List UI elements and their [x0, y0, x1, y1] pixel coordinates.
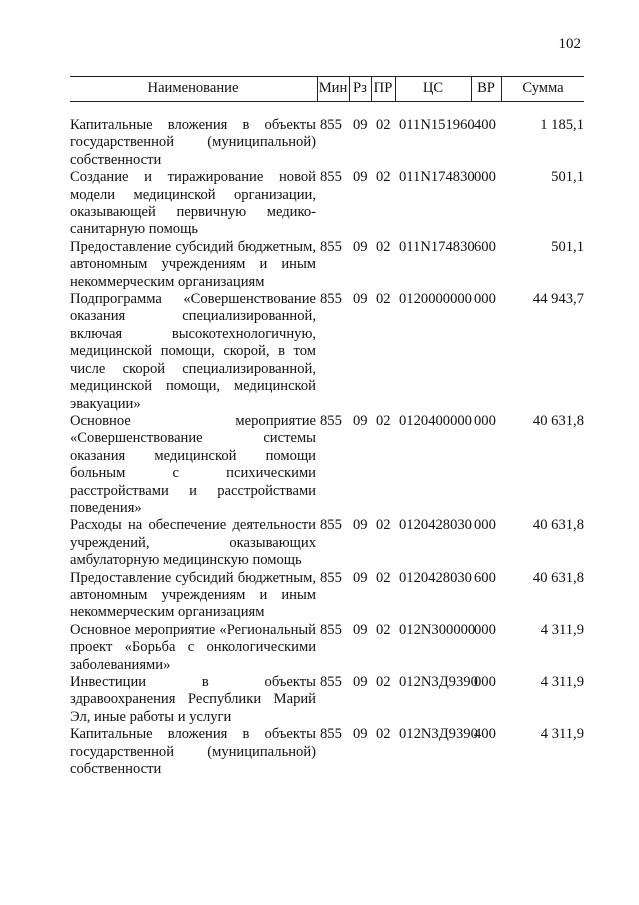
row-cs: 012N3Д9390: [399, 726, 478, 743]
row-name: Основное мероприятие «Совершенствование системы оказания медицинской помощи больным с психическими расстройствами и расстройствами поведения»: [70, 412, 316, 516]
row-rz: 09: [353, 412, 368, 429]
row-cs: 011N151960: [399, 117, 475, 133]
row-sum: 4 311,9: [540, 621, 584, 638]
row-rz: 09: [353, 674, 368, 690]
row-vr: 000: [474, 674, 496, 690]
row-min: 855: [320, 621, 342, 638]
row-vr: 000: [474, 517, 496, 534]
table-row: [70, 413, 584, 517]
row-pr: 02: [376, 621, 391, 638]
row-min: 855: [320, 674, 342, 690]
row-name: Предоставление субсидий бюджетным, автономным учреждениям и иным некоммерческим организациям: [70, 569, 316, 621]
row-min: 855: [320, 238, 342, 255]
row-cs: 012N300000: [399, 621, 476, 638]
header-vr: ВР: [477, 80, 495, 96]
row-rz: 09: [353, 621, 368, 638]
row-pr: 02: [376, 238, 391, 255]
row-cs: 012N3Д9390: [399, 674, 478, 690]
row-pr: 02: [376, 674, 391, 690]
row-rz: 09: [353, 169, 368, 186]
row-min: 855: [320, 517, 342, 534]
table-row: [70, 291, 584, 413]
header-rz: Рз: [353, 80, 367, 96]
row-min: 855: [320, 291, 342, 308]
row-cs: 011N174830: [399, 238, 475, 255]
row-vr: 400: [474, 117, 496, 133]
row-name: Подпрограмма «Совершенствование оказания специализированной, включая высокотехнологичную, медицинской помощи, скорой, в том числе скорой специализированной, медицинской помощи, медицинской эвакуации»: [70, 291, 316, 412]
row-cs: 0120428030: [399, 517, 472, 534]
table-body: [70, 117, 584, 778]
row-vr: 600: [474, 569, 496, 586]
row-rz: 09: [353, 238, 368, 255]
row-vr: 000: [474, 412, 496, 429]
row-sum: 4 311,9: [540, 674, 584, 690]
row-min: 855: [320, 726, 342, 743]
row-sum: 501,1: [551, 169, 584, 186]
row-min: 855: [320, 169, 342, 186]
table-row: [70, 570, 584, 622]
row-name: Основное мероприятие «Региональный проект «Борьба с онкологическими заболеваниями»: [70, 621, 316, 673]
row-vr: 400: [474, 726, 496, 743]
table-header: [70, 80, 584, 98]
row-pr: 02: [376, 517, 391, 534]
row-rz: 09: [353, 569, 368, 586]
row-name: Инвестиции в объекты здравоохранения Республики Марий Эл, иные работы и услуги: [70, 674, 316, 725]
row-min: 855: [320, 412, 342, 429]
table-row: [70, 169, 584, 239]
header-sum: Сумма: [522, 80, 564, 96]
row-name: Капитальные вложения в объекты государственной (муниципальной) собственности: [70, 726, 316, 778]
row-sum: 4 311,9: [540, 726, 584, 743]
row-rz: 09: [353, 291, 368, 308]
row-name: Предоставление субсидий бюджетным, автономным учреждениям и иным некоммерческим организациям: [70, 238, 316, 290]
row-sum: 44 943,7: [532, 291, 584, 308]
row-pr: 02: [376, 291, 391, 308]
table-header-top-rule: [70, 76, 584, 77]
row-vr: 600: [474, 238, 496, 255]
row-rz: 09: [353, 117, 368, 133]
header-name: Наименование: [147, 80, 239, 96]
table-row: [70, 517, 584, 569]
header-pr: ПР: [373, 80, 393, 96]
row-name: Расходы на обеспечение деятельности учреждений, оказывающих амбулаторную медицинскую помощь: [70, 517, 316, 569]
row-cs: 011N174830: [399, 169, 475, 186]
row-pr: 02: [376, 569, 391, 586]
row-sum: 40 631,8: [532, 412, 584, 429]
row-sum: 40 631,8: [532, 569, 584, 586]
row-cs: 0120428030: [399, 569, 472, 586]
row-min: 855: [320, 569, 342, 586]
table-header-bottom-rule: [70, 101, 584, 102]
table-row: [70, 117, 584, 169]
row-sum: 501,1: [551, 238, 584, 255]
row-name: Капитальные вложения в объекты государственной (муниципальной) собственности: [70, 117, 316, 168]
row-vr: 000: [474, 169, 496, 186]
table-row: [70, 726, 584, 778]
row-rz: 09: [353, 517, 368, 534]
row-rz: 09: [353, 726, 368, 743]
row-name: Создание и тиражирование новой модели медицинской организации, оказывающей первичную медико-санитарную помощь: [70, 169, 316, 238]
row-sum: 40 631,8: [532, 517, 584, 534]
row-pr: 02: [376, 169, 391, 186]
row-pr: 02: [376, 117, 391, 133]
table-row: [70, 622, 584, 674]
header-cs: ЦС: [422, 80, 444, 96]
row-pr: 02: [376, 412, 391, 429]
row-pr: 02: [376, 726, 391, 743]
table-row: [70, 239, 584, 291]
row-sum: 1 185,1: [540, 117, 584, 133]
row-min: 855: [320, 117, 342, 133]
row-vr: 000: [474, 621, 496, 638]
row-vr: 000: [474, 291, 496, 308]
header-min: Мин: [318, 80, 348, 96]
row-cs: 0120000000: [399, 291, 472, 308]
table-row: [70, 674, 584, 726]
page-number: 102: [558, 36, 581, 52]
row-cs: 0120400000: [399, 412, 472, 429]
